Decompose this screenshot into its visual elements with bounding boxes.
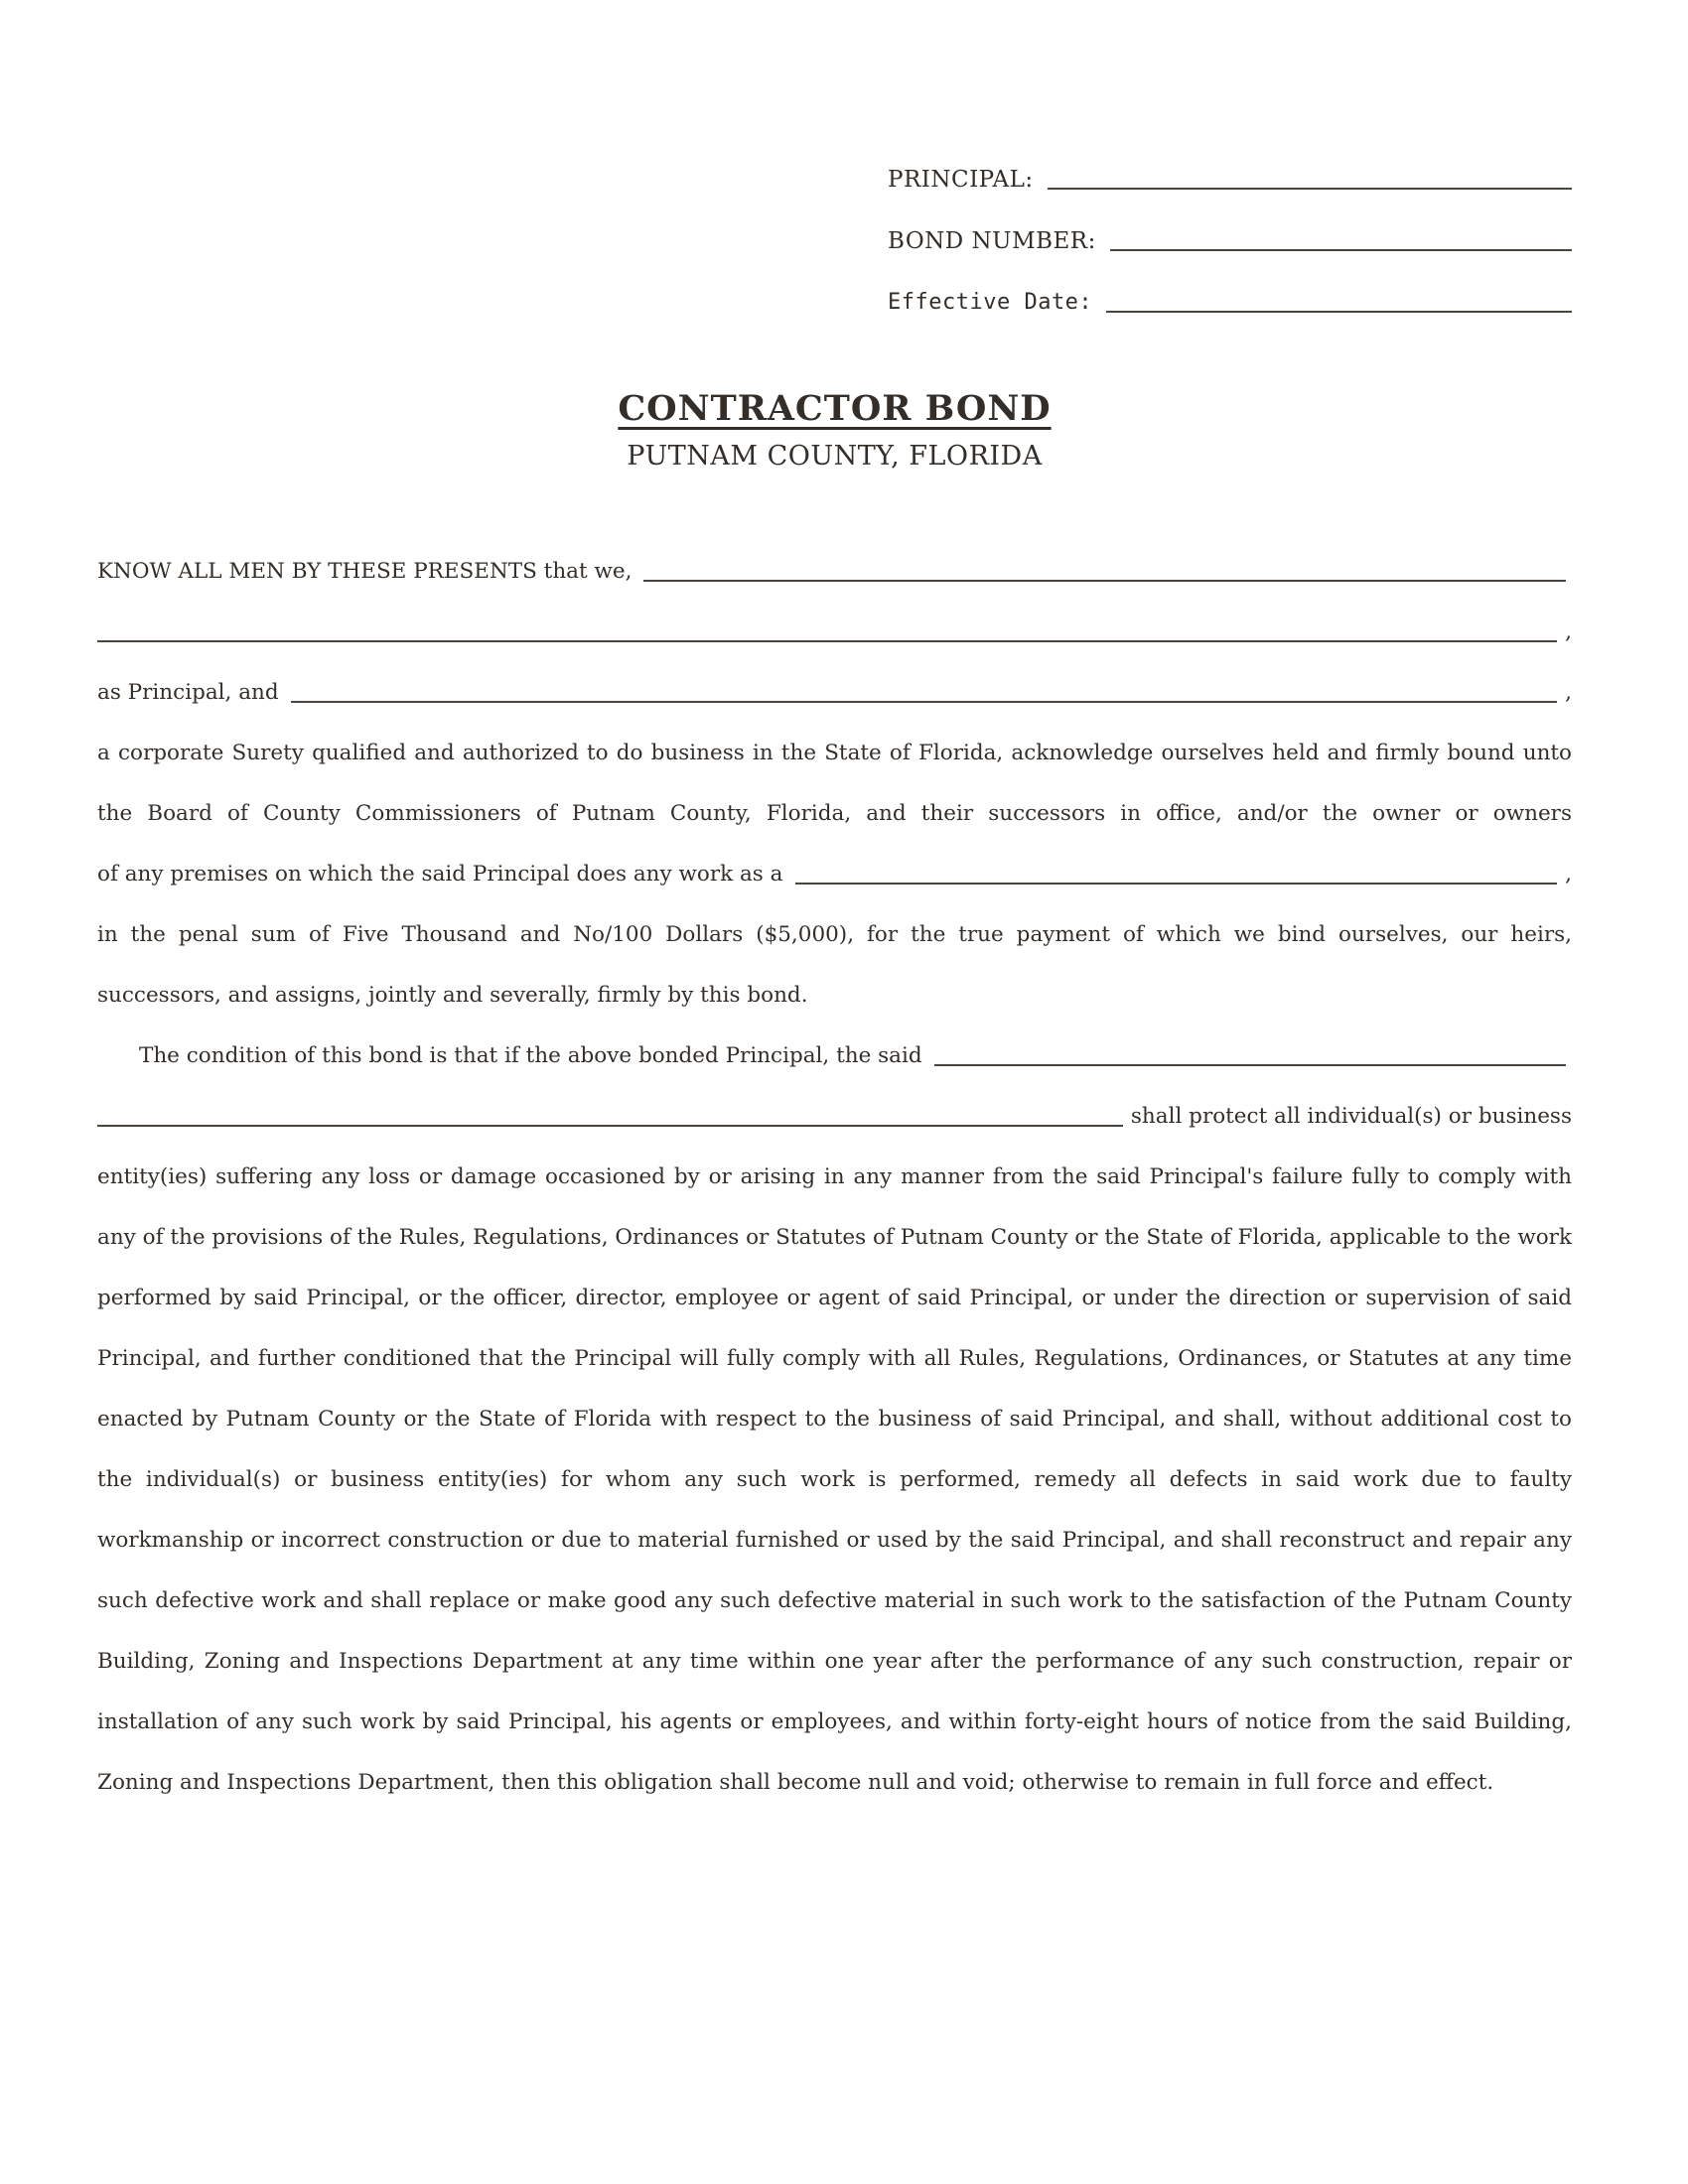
presents-lead-text: KNOW ALL MEN BY THESE PRESENTS that we, (97, 559, 633, 584)
effective-date-field-row (888, 272, 1572, 334)
condition-lead-text: The condition of this bond is that if the above bonded Principal, the said (139, 1043, 922, 1068)
presents-continuation-row (97, 602, 1572, 662)
work-type-comma: , (1565, 862, 1572, 887)
protect-text: shall protect all individual(s) or business (1130, 1104, 1572, 1129)
surety-paragraph: a corporate Surety qualified and authorized to do business in the State of Florida, acknowledge ourselves held and firmly bound unto the Board of County Commissioners of Putnam County, Florida, and their successors in office, and/or the owner or owners (97, 741, 1572, 826)
document-title: CONTRACTOR BOND (618, 388, 1052, 429)
principal-field-row (888, 149, 1572, 210)
work-type-row (97, 844, 1572, 904)
condition-principal-line-2[interactable] (97, 1125, 1123, 1127)
document-subtitle: PUTNAM COUNTY, FLORIDA (627, 441, 1043, 472)
principal-name-line-2[interactable] (97, 640, 1557, 642)
obligation-paragraph: entity(ies) suffering any loss or damage occasioned by or arising in any manner from the said Principal's failure fully to comply with any of the provisions of the Rules, Regulations, Ordinances or Statutes of Putnam County or the State of Florida, applicable to the work performed by said Principal, or the officer, director, employee or agent of said Principal, or under the direction or supervision of said Principal, and further conditioned that the Principal will fully comply with all Rules, Regulations, Ordinances, or Statutes at any time enacted by Putnam County or the State of Florida with respect to the business of said Principal, and shall, without additional cost to the individual(s) or business entity(ies) for whom any such work is performed, remedy all defects in said work due to faulty workmanship or incorrect construction or due to material furnished or used by the said Principal, and shall reconstruct and repair any such defective work and shall replace or make good any such defective material in such work to the satisfaction of the Putnam County Building, Zoning and Inspections Department at any time within one year after the performance of any such construction, repair or installation of any such work by said Principal, his agents or employees, and within forty-eight hours of notice from the said Building, Zoning and Inspections Department, then this obligation shall become null and void; otherwise to remain in full force and effect. (97, 1164, 1572, 1795)
presents-line2-comma: , (1565, 619, 1572, 644)
as-principal-row (97, 662, 1572, 723)
document-body (97, 541, 1572, 1813)
effective-date-label: Effective Date: (888, 290, 1093, 315)
bond-number-input-line[interactable] (1110, 249, 1572, 251)
principal-label: PRINCIPAL: (888, 167, 1034, 193)
as-principal-lead-text: as Principal, and (97, 680, 279, 705)
presents-row (97, 541, 1572, 602)
as-principal-comma: , (1565, 680, 1572, 705)
penal-sum-paragraph: in the penal sum of Five Thousand and No/100 Dollars ($5,000), for the true payment of which we bind ourselves, our heirs, successors, and assigns, jointly and severally, firmly by this bond. (97, 922, 1572, 1008)
effective-date-input-line[interactable] (1106, 311, 1572, 313)
work-type-lead-text: of any premises on which the said Principal does any work as a (97, 862, 783, 887)
bond-number-label: BOND NUMBER: (888, 228, 1096, 254)
principal-name-line-1[interactable] (643, 580, 1566, 582)
header-fields (888, 149, 1572, 334)
condition-principal-line-1[interactable] (934, 1064, 1566, 1066)
principal-input-line[interactable] (1048, 188, 1572, 190)
bond-number-field-row (888, 210, 1572, 272)
title-block (97, 388, 1572, 472)
work-type-line[interactable] (795, 883, 1558, 885)
condition-continuation-row (97, 1086, 1572, 1147)
condition-row (97, 1025, 1572, 1086)
surety-name-line[interactable] (291, 701, 1558, 703)
